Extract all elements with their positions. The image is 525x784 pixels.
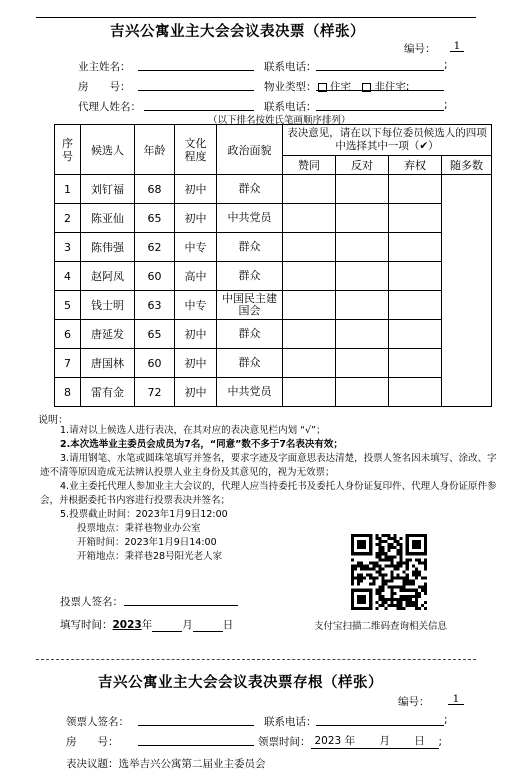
table-row [55,291,492,320]
candidate-age: 60 [135,262,175,291]
ballot-number-label: 编号： [404,43,436,55]
candidate-name: 雷有金 [81,378,135,407]
stub-phone-field[interactable] [316,714,444,726]
note-3: 3.请用钢笔、水笔或圆珠笔填写并签名，要求字迹及字面意思表达清楚，投票人签名因未填写、涂改、字迹不清等原因造成无法辨认投票人业主身份及其意见的，视为无效票； [40,453,497,478]
vote-agree-cell[interactable] [283,349,336,378]
table-row [55,320,492,349]
candidate-political: 群众 [217,349,283,378]
candidate-age: 63 [135,291,175,320]
signature-label: 投票人签名： [60,596,123,608]
table-row [55,204,492,233]
vote-agree-cell[interactable] [283,320,336,349]
nonresidential-label: 非住宅 [374,81,406,93]
note-1: 1.请对以上候选人进行表决，在其对应的表决意见栏内划 “√”； [60,425,326,436]
stub-number: 1 [448,693,464,705]
semicolon-2: ; [444,99,448,111]
qr-caption: 支付宝扫描二维码查询相关信息 [314,621,448,632]
notes-block [40,424,502,564]
qr-code-icon [351,534,427,610]
phone-label: 联系电话： [264,61,317,73]
semicolon: ; [444,59,448,71]
header-political: 政治面貌 [217,125,283,175]
header-candidate: 候选人 [81,125,135,175]
property-type-underline [316,79,444,91]
header-edu: 文化程度 [175,125,217,175]
vote-agree-cell[interactable] [283,233,336,262]
table-row [55,262,492,291]
vote-place: 投票地点：秉祥巷物业办公室 [77,523,201,534]
stub-room-label: 房 号： [66,736,119,748]
order-note: （以下排名按姓氏笔画顺序排列） [208,115,351,126]
seq-cell: 1 [55,175,81,204]
note-4: 4.业主委托代理人参加业主大会议的，代理人应当持委托书及委托人身份证复印件、代理人身份证原件参会，并根据委托书内容进行投票表决并签名； [40,481,497,506]
note-2: 2.本次选举业主委员会成员为7名，“同意”数不多于7名表决有效； [60,439,343,450]
vote-agree-cell[interactable] [283,291,336,320]
vote-abstain-cell[interactable] [389,262,442,291]
owner-name-label: 业主姓名： [78,61,131,73]
candidate-age: 65 [135,204,175,233]
header-agree: 赞同 [283,156,336,175]
seq-cell: 5 [55,291,81,320]
seq-cell: 8 [55,378,81,407]
seq-cell: 2 [55,204,81,233]
open-place: 开箱地点：秉祥巷28号阳光老人家 [77,551,223,562]
property-type-label: 物业类型： [264,81,317,93]
candidate-edu: 中专 [175,291,217,320]
seq-cell: 7 [55,349,81,378]
header-seq: 序号 [55,125,81,175]
candidate-political: 群众 [217,320,283,349]
candidate-political: 群众 [217,262,283,291]
vote-agree-cell[interactable] [283,378,336,407]
candidate-edu: 初中 [175,175,217,204]
top-rule [36,17,476,18]
vote-oppose-cell[interactable] [336,175,389,204]
vote-agree-cell[interactable] [283,204,336,233]
stub-number-label: 编号： [398,696,430,708]
header-age: 年龄 [135,125,175,175]
stub-phone-label: 联系电话： [264,716,317,728]
residential-label: 住宅 [330,81,351,93]
vote-oppose-cell[interactable] [336,378,389,407]
table-row [55,175,492,204]
header-follow: 随多数 [442,156,492,175]
candidate-age: 65 [135,320,175,349]
candidate-political: 群众 [217,233,283,262]
candidate-age: 62 [135,233,175,262]
ballot-number: 1 [450,40,464,52]
dashed-separator [36,659,476,660]
vote-oppose-cell[interactable] [336,320,389,349]
vote-abstain-cell[interactable] [389,175,442,204]
candidate-age: 60 [135,349,175,378]
receiver-label: 领票人签名： [66,716,129,728]
table-row [55,378,492,407]
semicolon-3: ; [444,714,448,726]
open-time: 开箱时间：2023年1月9日14:00 [77,537,217,548]
candidate-political: 中共党员 [217,378,283,407]
stub-title: 吉兴公寓业主大会会议表决票存根（样张） [98,675,383,691]
vote-abstain-cell[interactable] [389,349,442,378]
vote-oppose-cell[interactable] [336,233,389,262]
header-oppose: 反对 [336,156,389,175]
candidate-name: 钱士明 [81,291,135,320]
candidate-political: 群众 [217,175,283,204]
receiver-field[interactable] [138,714,254,726]
phone-field[interactable] [316,59,444,71]
fill-day-field[interactable] [193,620,223,632]
signature-field[interactable] [124,594,238,606]
property-type-options: 住宅 非住宅; [316,79,409,94]
ballot-title: 吉兴公寓业主大会会议表决票（样张） [110,24,365,40]
vote-abstain-cell[interactable] [389,204,442,233]
candidate-name: 唐国林 [81,349,135,378]
seq-cell: 3 [55,233,81,262]
vote-oppose-cell[interactable] [336,349,389,378]
candidate-name: 赵阿凤 [81,262,135,291]
vote-abstain-cell[interactable] [389,233,442,262]
vote-agree-cell[interactable] [283,262,336,291]
agent-phone-label: 联系电话： [264,101,317,113]
candidate-edu: 初中 [175,349,217,378]
agent-name-field[interactable] [144,99,254,111]
table-row [55,233,492,262]
seq-cell: 4 [55,262,81,291]
candidate-political: 中共党员 [217,204,283,233]
vote-agree-cell[interactable] [283,175,336,204]
notes-label: 说明： [38,415,68,426]
owner-name-field[interactable] [138,59,254,71]
vote-abstain-cell[interactable] [389,291,442,320]
vote-abstain-cell[interactable] [389,320,442,349]
candidate-name: 刘钉福 [81,175,135,204]
table-row [55,349,492,378]
candidate-edu: 初中 [175,204,217,233]
header-abstain: 弃权 [389,156,442,175]
stub-room-field[interactable] [138,734,254,746]
candidate-name: 陈亚仙 [81,204,135,233]
vote-oppose-cell[interactable] [336,262,389,291]
ballot-table [54,124,492,407]
room-field[interactable] [138,79,254,91]
candidate-age: 68 [135,175,175,204]
candidate-edu: 初中 [175,320,217,349]
stub-receive-time: 领票时间： 2023 年 月 日 ; [258,735,443,748]
candidate-edu: 初中 [175,378,217,407]
room-label: 房 号： [78,81,131,93]
agent-name-label: 代理人姓名： [78,101,141,113]
candidate-age: 72 [135,378,175,407]
fill-time: 填写时间：2023年 月 日 [60,619,234,631]
vote-follow-cell[interactable] [442,175,492,407]
vote-oppose-cell[interactable] [336,204,389,233]
fill-month-field[interactable] [152,620,182,632]
candidate-name: 陈伟强 [81,233,135,262]
agent-phone-field[interactable] [316,99,444,111]
candidate-edu: 高中 [175,262,217,291]
vote-oppose-cell[interactable] [336,291,389,320]
note-5: 5.投票截止时间：2023年1月9日12:00 [60,509,228,520]
vote-header: 表决意见，请在以下每位委员候选人的四项中选择其中一项（✔） [283,125,492,156]
stub-topic: 表决议题：选举吉兴公寓第二届业主委员会 [66,758,266,770]
seq-cell: 6 [55,320,81,349]
vote-abstain-cell[interactable] [389,378,442,407]
candidate-name: 唐延发 [81,320,135,349]
candidate-edu: 中专 [175,233,217,262]
candidate-political: 中国民主建国会 [217,291,283,320]
